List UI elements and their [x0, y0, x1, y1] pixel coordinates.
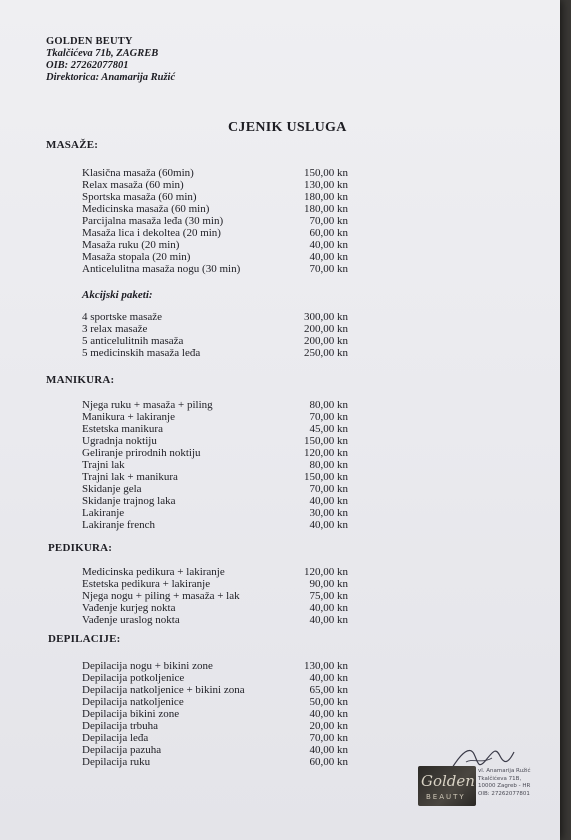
- price-row: [0, 507, 560, 519]
- service-name: Depilacija trbuha: [82, 720, 159, 732]
- section-heading-manikura: MANIKURA:: [46, 374, 115, 386]
- company-stamp: [418, 742, 560, 810]
- service-name: Relax masaža (60 min): [82, 179, 184, 191]
- section-heading-masaze: MASAŽE:: [46, 139, 99, 151]
- company-oib: OIB: 27262077801: [46, 60, 129, 71]
- service-price: 75,00 kn: [309, 590, 348, 602]
- company-name: GOLDEN BEUTY: [46, 36, 133, 47]
- service-name: 4 sportske masaže: [82, 311, 163, 323]
- service-name: Parcijalna masaža leđa (30 min): [82, 215, 224, 227]
- price-row: [0, 399, 560, 411]
- service-name: Skidanje trajnog laka: [82, 495, 176, 507]
- price-row: [0, 215, 560, 227]
- service-name: Manikura + lakiranje: [82, 411, 175, 423]
- service-price: 70,00 kn: [309, 483, 348, 495]
- service-name: Depilacija pazuha: [82, 744, 162, 756]
- service-price: 40,00 kn: [309, 519, 348, 531]
- service-price: 90,00 kn: [309, 578, 348, 590]
- service-price: 40,00 kn: [309, 251, 348, 263]
- price-row: [0, 672, 560, 684]
- price-row: [0, 684, 560, 696]
- service-price: 40,00 kn: [309, 614, 348, 626]
- service-price: 70,00 kn: [309, 263, 348, 275]
- service-price: 30,00 kn: [309, 507, 348, 519]
- service-name: Depilacija potkoljenice: [82, 672, 185, 684]
- service-price: 180,00 kn: [304, 191, 348, 203]
- price-row: [0, 660, 560, 672]
- service-price: 60,00 kn: [309, 756, 348, 768]
- service-price: 150,00 kn: [304, 435, 348, 447]
- stamp-logo-text: Golden: [421, 772, 475, 790]
- price-row: [0, 708, 560, 720]
- service-price: 60,00 kn: [309, 227, 348, 239]
- service-name: Anticelulitna masaža nogu (30 min): [82, 263, 241, 275]
- price-row: [0, 602, 560, 614]
- service-price: 20,00 kn: [309, 720, 348, 732]
- company-header: [46, 36, 175, 84]
- service-price: 70,00 kn: [309, 411, 348, 423]
- price-row: [0, 471, 560, 483]
- service-name: 5 medicinskih masaža leđa: [82, 347, 201, 359]
- service-name: Depilacija natkoljenice: [82, 696, 184, 708]
- service-name: Lakiranje french: [82, 519, 155, 531]
- price-row: [0, 251, 560, 263]
- stamp-line: vl. Anamarija Ružić: [478, 768, 531, 774]
- price-row: [0, 566, 560, 578]
- service-name: Ugradnja noktiju: [82, 435, 157, 447]
- subheading-akcijski-paketi: Akcijski paketi:: [82, 289, 153, 301]
- stamp-details: [478, 768, 531, 798]
- stamp-line: Tkalčićeva 71B,: [478, 775, 522, 782]
- service-name: Geliranje prirodnih noktiju: [82, 447, 201, 459]
- price-row: [0, 447, 560, 459]
- service-price: 70,00 kn: [309, 215, 348, 227]
- service-name: Depilacija nogu + bikini zone: [82, 660, 213, 672]
- price-row: [0, 423, 560, 435]
- service-name: Trajni lak + manikura: [82, 471, 178, 483]
- price-row: [0, 483, 560, 495]
- price-row: [0, 335, 560, 347]
- service-price: 150,00 kn: [304, 167, 348, 179]
- stamp-line: OIB: 27262077801: [478, 790, 530, 797]
- service-name: 5 anticelulitnih masaža: [82, 335, 184, 347]
- price-row: [0, 203, 560, 215]
- price-row: [0, 578, 560, 590]
- company-address: Tkalčićeva 71b, ZAGREB: [46, 48, 159, 59]
- service-price: 300,00 kn: [304, 311, 348, 323]
- service-price: 80,00 kn: [309, 459, 348, 471]
- service-price: 180,00 kn: [304, 203, 348, 215]
- price-row: [0, 495, 560, 507]
- price-row: [0, 179, 560, 191]
- service-price: 200,00 kn: [304, 323, 348, 335]
- price-row: [0, 519, 560, 531]
- price-row: [0, 435, 560, 447]
- service-price: 40,00 kn: [309, 672, 348, 684]
- price-row: [0, 263, 560, 275]
- service-name: Masaža ruku (20 min): [82, 239, 180, 251]
- price-row: [0, 191, 560, 203]
- service-price: 40,00 kn: [309, 495, 348, 507]
- price-row: [0, 590, 560, 602]
- price-row: [0, 696, 560, 708]
- section-heading-pedikura: PEDIKURA:: [48, 542, 113, 554]
- service-name: 3 relax masaže: [82, 323, 148, 335]
- service-price: 70,00 kn: [309, 732, 348, 744]
- stamp-logo-subtext: BEAUTY: [426, 793, 466, 801]
- service-price: 250,00 kn: [304, 347, 348, 359]
- service-name: Medicinska masaža (60 min): [82, 203, 210, 215]
- service-price: 50,00 kn: [309, 696, 348, 708]
- service-price: 120,00 kn: [304, 566, 348, 578]
- service-price: 40,00 kn: [309, 708, 348, 720]
- service-name: Vađenje kurjeg nokta: [82, 602, 176, 614]
- price-row: [0, 239, 560, 251]
- price-row: [0, 167, 560, 179]
- service-name: Estetska pedikura + lakiranje: [82, 578, 211, 590]
- service-price: 130,00 kn: [304, 179, 348, 191]
- price-row: [0, 459, 560, 471]
- price-row: [0, 720, 560, 732]
- service-name: Lakiranje: [82, 507, 125, 519]
- price-row: [0, 347, 560, 359]
- stamp-logo-box: [418, 766, 476, 806]
- service-price: 200,00 kn: [304, 335, 348, 347]
- service-name: Skidanje gela: [82, 483, 142, 495]
- service-name: Masaža stopala (20 min): [82, 251, 191, 263]
- service-name: Depilacija ruku: [82, 756, 151, 768]
- service-price: 120,00 kn: [304, 447, 348, 459]
- service-name: Medicinska pedikura + lakiranje: [82, 566, 225, 578]
- service-name: Masaža lica i dekoltea (20 min): [82, 227, 221, 239]
- stamp-line: 10000 Zagreb - HR: [478, 783, 531, 789]
- document-title: CJENIK USLUGA: [228, 120, 347, 135]
- service-name: Depilacija leđa: [82, 732, 149, 744]
- service-price: 40,00 kn: [309, 744, 348, 756]
- service-name: Depilacija bikini zone: [82, 708, 180, 720]
- service-name: Klasična masaža (60min): [82, 167, 194, 179]
- company-director: Direktorica: Anamarija Ružić: [46, 72, 176, 83]
- service-price: 65,00 kn: [309, 684, 348, 696]
- service-name: Vađenje uraslog nokta: [82, 614, 180, 626]
- service-name: Njega ruku + masaža + piling: [82, 399, 213, 411]
- price-row: [0, 311, 560, 323]
- service-name: Njega nogu + piling + masaža + lak: [82, 590, 240, 602]
- service-price: 80,00 kn: [309, 399, 348, 411]
- service-name: Sportska masaža (60 min): [82, 191, 197, 203]
- price-row: [0, 227, 560, 239]
- service-name: Trajni lak: [82, 459, 125, 471]
- price-row: [0, 614, 560, 626]
- price-row: [0, 411, 560, 423]
- service-price: 40,00 kn: [309, 602, 348, 614]
- price-row: [0, 323, 560, 335]
- service-price: 45,00 kn: [309, 423, 348, 435]
- service-price: 40,00 kn: [309, 239, 348, 251]
- service-name: Depilacija natkoljenice + bikini zona: [82, 684, 245, 696]
- service-price: 130,00 kn: [304, 660, 348, 672]
- service-price: 150,00 kn: [304, 471, 348, 483]
- section-heading-depilacije: DEPILACIJE:: [48, 633, 121, 645]
- service-name: Estetska manikura: [82, 423, 163, 435]
